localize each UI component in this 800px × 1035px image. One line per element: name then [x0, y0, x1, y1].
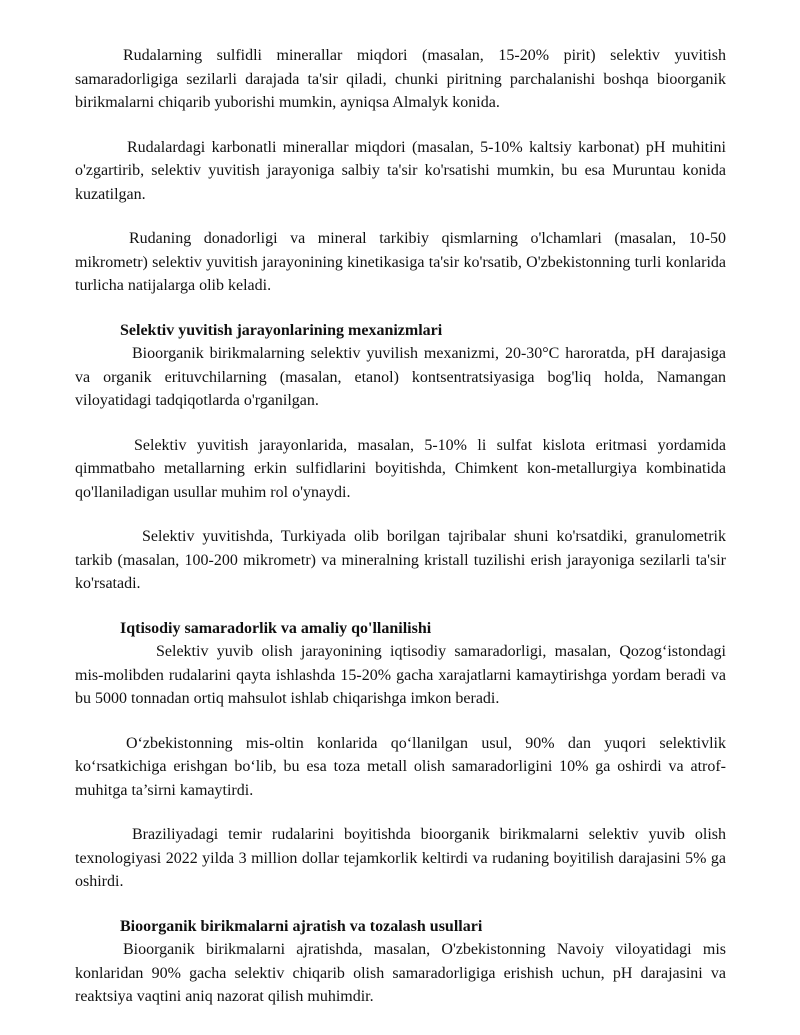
document-page [75, 44, 726, 1030]
section-heading-mechanisms: Selektiv yuvitish jarayonlarining mexanizmlari [120, 321, 443, 339]
paragraph-carbonate-content: Rudalardagi karbonatli minerallar miqdori (masalan, 5-10% kaltsiy karbonat) pH muhitini o'zgartirib, selektiv yuvitish jarayoniga salbiy ta'sir ko'rsatishi mumkin, bu esa Muruntau konida kuzatilgan. [75, 138, 726, 203]
paragraph-leaching-mechanism: Bioorganik birikmalarning selektiv yuvilish mexanizmi, 20-30°C haroratda, pH darajasiga va organik erituvchilarning (masalan, etanol) kontsentratsiyasiga bog'liq holda, Namangan viloyatidagi tadqiqotlarda o'rganilgan. [75, 345, 726, 409]
paragraph-pyrite-content: Rudalarning sulfidli minerallar miqdori (masalan, 15-20% pirit) selektiv yuvitish samaradorligiga sezilarli darajada ta'sir qiladi, chunki piritning parchalanishi boshqa bioorganik birikmalarni chiqarib yuborishi mumkin, ayniqsa Almalyk konida. [75, 47, 726, 111]
section-heading-separation: Bioorganik birikmalarni ajratish va tozalash usullari [120, 917, 483, 935]
paragraph-brazil-iron: Braziliyadagi temir rudalarini boyitishda bioorganik birikmalarni selektiv yuvib olish texnologiyasi 2022 yilda 3 million dollar tejamkorlik keltirdi va rudaning boyitilish darajasini 5% ga oshirdi. [75, 826, 726, 890]
paragraph-kazakhstan-economics: Selektiv yuvib olish jarayonining iqtisodiy samaradorligi, masalan, Qozog‘istondagi mis-molibden rudalarini qayta ishlashda 15-20% gacha xarajatlarni kamaytirishga yordam beradi va bu 5000 tonnadan ortiq mahsulot ishlab chiqarishga imkon beradi. [75, 643, 726, 707]
paragraph-grain-size: Rudaning donadorligi va mineral tarkibiy qismlarning o'lchamlari (masalan, 10-50 mikrometr) selektiv yuvitish jarayonining kinetikasiga ta'sir ko'rsatib, O'zbekistonning turli konlarida turlicha natijalarga olib keladi. [75, 230, 726, 294]
section-heading-economics: Iqtisodiy samaradorlik va amaliy qo'llanilishi [120, 619, 432, 637]
paragraph-navoiy-separation: Bioorganik birikmalarni ajratishda, masalan, O'zbekistonning Navoiy viloyatidagi mis konlaridan 90% gacha selektiv chiqarib olish samaradorligiga erishish uchun, pH darajasini va reaktsiya vaqtini aniq nazorat qilish muhimdir. [75, 941, 726, 1005]
paragraph-sulfuric-acid: Selektiv yuvitish jarayonlarida, masalan, 5-10% li sulfat kislota eritmasi yordamida qimmatbaho metallarning erkin sulfidlarini boyitishda, Chimkent kon-metallurgiya kombinatida qo'llaniladigan usullar muhim rol o'ynaydi. [75, 436, 726, 501]
paragraph-turkey-experiments: Selektiv yuvitishda, Turkiyada olib borilgan tajribalar shuni ko'rsatdiki, granulometrik tarkib (masalan, 100-200 mikrometr) va mineralning kristall tuzilishi erish jarayoniga sezilarli ta'sir ko'rsatadi. [75, 528, 726, 592]
paragraph-uzbekistan-copper-gold: O‘zbekistonning mis-oltin konlarida qo‘llanilgan usul, 90% dan yuqori selektivlik ko‘rsatkichiga erishgan bo‘lib, bu esa toza metall olish samaradorligini 10% ga oshirdi va atrof-muhitga ta’sirni kamaytirdi. [75, 734, 726, 799]
